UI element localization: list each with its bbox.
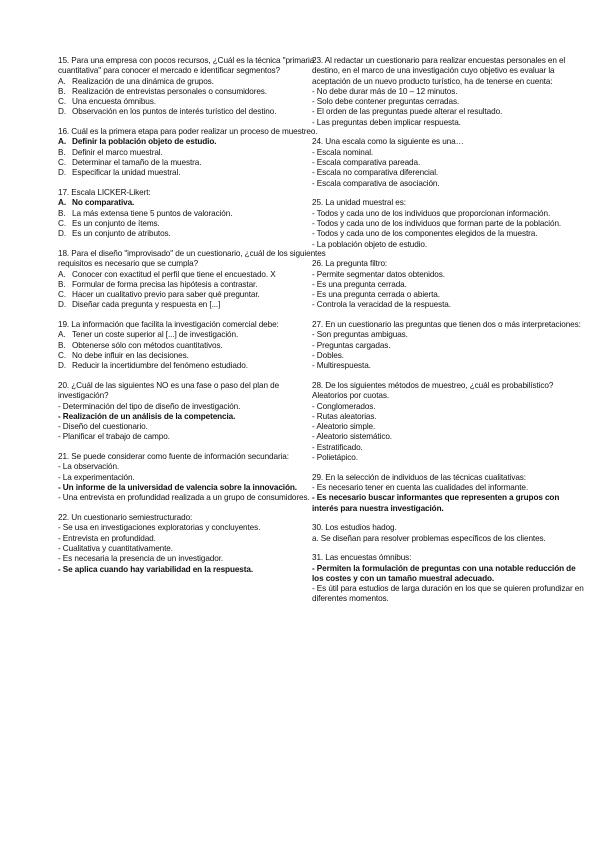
answer-line: - Es necesario buscar informantes que representen a grupos con interés para nuestra investigación. [312, 493, 560, 513]
answer-line: - Todos y cada uno de los componentes elegidos de la muestra. [312, 229, 538, 239]
answer-line: - La experimentación. [58, 472, 135, 482]
option-text: Una encuesta ómnibus. [72, 97, 156, 107]
option-letter: D. [58, 229, 66, 239]
answer-line: Aleatorios por cuotas. [312, 391, 389, 401]
question-block [312, 320, 584, 371]
answer-option [58, 107, 330, 117]
answer-option [58, 361, 330, 371]
option-letter: A. [58, 330, 66, 340]
question-block [58, 127, 330, 178]
option-text: Conocer con exactitud el perfil que tiene el encuestado. X [72, 269, 276, 279]
answer-option [58, 209, 330, 219]
option-letter: D. [58, 168, 66, 178]
question-block [312, 381, 584, 463]
option-text: La más extensa tiene 5 puntos de valoración. [72, 208, 233, 218]
answer-line: - Realización de un análisis de la competencia. [58, 411, 236, 421]
option-text: Definir la población objeto de estudio. [72, 137, 217, 147]
answer-line: - Aleatorio simple. [312, 422, 376, 432]
option-letter: A. [58, 198, 66, 208]
answer-line: - Es necesaria la presencia de un investigador. [58, 554, 224, 564]
answer-line: - Escala no comparativa diferencial. [312, 168, 439, 178]
question-stem: 24. Una escala como la siguiente es una… [312, 137, 464, 147]
option-letter: C. [58, 158, 66, 168]
answer-option [58, 351, 330, 361]
answer-option [58, 168, 330, 178]
answer-line: - Rutas aleatorias. [312, 411, 377, 421]
question-stem: 21. Se puede considerar como fuente de información secundaria: [58, 452, 289, 462]
question-stem: 27. En un cuestionario las preguntas que tienen dos o más interpretaciones: [312, 320, 581, 330]
option-text: Determinar el tamaño de la muestra. [72, 158, 202, 168]
left-column [58, 56, 330, 584]
answer-option [58, 148, 330, 158]
option-letter: A. [58, 76, 66, 86]
question-stem: 23. Al redactar un cuestionario para realizar encuestas personales en el destino, en el marco de una investigación cuyo objetivo es evaluar la aceptación de un nuevo producto turístico, ha de tenerse en cuenta: [312, 56, 566, 86]
question-block [312, 259, 584, 310]
answer-option [58, 229, 330, 239]
question-stem: 31. Las encuestas ómnibus: [312, 553, 412, 563]
option-letter: B. [58, 86, 66, 96]
answer-line: - La población objeto de estudio. [312, 239, 428, 249]
option-text: Es un conjunto de atributos. [72, 229, 171, 239]
question-block [312, 523, 584, 544]
question-block [58, 381, 330, 443]
option-letter: B. [58, 279, 66, 289]
answer-option [58, 341, 330, 351]
answer-line: - Polietápico. [312, 453, 358, 463]
option-text: Formular de forma precisa las hipótesis a contrastar. [72, 279, 258, 289]
question-block [312, 56, 584, 128]
question-block [58, 56, 330, 118]
question-stem: 17. Escala LICKER-Likert: [58, 188, 151, 198]
answer-line: - Se usa en investigaciones exploratorias y concluyentes. [58, 523, 261, 533]
answer-line: - Es una pregunta cerrada. [312, 279, 407, 289]
answer-line: - La observación. [58, 462, 120, 472]
answer-line: - Escala nominal. [312, 147, 374, 157]
option-text: No comparativa. [72, 198, 135, 208]
question-stem: 22. Un cuestionario semiestructurado: [58, 513, 193, 523]
option-text: Definir el marco muestral. [72, 147, 163, 157]
answer-option [58, 300, 330, 310]
option-letter: A. [58, 269, 66, 279]
answer-option [58, 77, 330, 87]
answer-line: - Se aplica cuando hay variabilidad en la respuesta. [58, 564, 254, 574]
question-block [312, 198, 584, 249]
option-text: No debe influir en las decisiones. [72, 350, 189, 360]
question-stem: 18. Para el diseño "improvisado" de un cuestionario, ¿cuál de los siguientes requisitos es necesario que se cumpla? [58, 248, 326, 269]
option-letter: B. [58, 340, 66, 350]
answer-line: - Todos y cada uno de los individuos que forman parte de la población. [312, 218, 562, 228]
answer-line: - Son preguntas ambiguas. [312, 330, 408, 340]
answer-line: - Entrevista en profundidad. [58, 533, 156, 543]
option-letter: A. [58, 137, 66, 147]
question-stem: 16. Cuál es la primera etapa para poder realizar un proceso de muestreo. [58, 127, 318, 137]
answer-line: - Una entrevista en profundidad realizada a un grupo de consumidores. [58, 493, 310, 503]
option-letter: D. [58, 300, 66, 310]
option-text: Diseñar cada pregunta y respuesta en [...] [72, 300, 221, 310]
option-text: Realización de una dinámica de grupos. [72, 76, 214, 86]
answer-option [58, 97, 330, 107]
question-block [58, 513, 330, 575]
answer-line: - Escala comparativa pareada. [312, 158, 421, 168]
answer-line: - Permiten la formulación de preguntas con una notable reducción de los costes y con un tamaño muestral adecuado. [312, 563, 576, 583]
answer-option [58, 280, 330, 290]
answer-line: - Planificar el trabajo de campo. [58, 432, 170, 442]
question-stem: 26. La pregunta filtro: [312, 259, 388, 269]
answer-line: - Un informe de la universidad de valencia sobre la innovación. [58, 483, 297, 493]
option-text: Especificar la unidad muestral. [72, 168, 181, 178]
option-text: Hacer un cualitativo previo para saber qué preguntar. [72, 290, 260, 300]
answer-line: - Controla la veracidad de la respuesta. [312, 300, 451, 310]
option-text: Observación en los puntos de interés turístico del destino. [72, 107, 277, 117]
answer-option [58, 137, 330, 147]
question-block [312, 473, 584, 514]
question-block [58, 188, 330, 239]
option-letter: D. [58, 361, 66, 371]
answer-option [58, 290, 330, 300]
answer-line: - Preguntas cargadas. [312, 340, 391, 350]
question-block [58, 452, 330, 503]
answer-line: - Determinación del tipo de diseño de investigación. [58, 401, 241, 411]
answer-line: - Multirespuesta. [312, 361, 371, 371]
question-stem: 25. La unidad muestral es: [312, 198, 406, 208]
option-letter: B. [58, 208, 66, 218]
option-letter: C. [58, 218, 66, 228]
answer-line: - Solo debe contener preguntas cerradas. [312, 97, 460, 107]
option-letter: C. [58, 350, 66, 360]
answer-line: - Dobles. [312, 350, 344, 360]
question-block [58, 249, 330, 311]
option-text: Obtenerse sólo con métodos cuantitativos. [72, 340, 223, 350]
question-stem: 30. Los estudios hadog. [312, 523, 397, 533]
answer-option [58, 270, 330, 280]
answer-line: - Permite segmentar datos obtenidos. [312, 269, 445, 279]
right-column [312, 56, 584, 614]
option-letter: C. [58, 97, 66, 107]
question-stem: 28. De los siguientes métodos de muestreo, ¿cuál es probabilístico? [312, 380, 554, 390]
answer-line: - Escala comparativa de asociación. [312, 178, 440, 188]
question-block [312, 137, 584, 188]
answer-option [58, 198, 330, 208]
answer-line: - Diseño del cuestionario. [58, 422, 148, 432]
answer-line: - El orden de las preguntas puede alterar el resultado. [312, 107, 503, 117]
answer-line: - Cualitativa y cuantitativamente. [58, 543, 173, 553]
option-text: Realización de entrevistas personales o consumidores. [72, 86, 267, 96]
option-letter: C. [58, 290, 66, 300]
answer-line: - Estratificado. [312, 442, 363, 452]
answer-line: - Conglomerados. [312, 401, 376, 411]
answer-option [58, 87, 330, 97]
option-letter: B. [58, 147, 66, 157]
answer-line: - Todos y cada uno de los individuos que proporcionan información. [312, 208, 551, 218]
question-stem: 19. La información que facilita la investigación comercial debe: [58, 320, 279, 330]
answer-line: - Es una pregunta cerrada o abierta. [312, 290, 440, 300]
option-letter: D. [58, 107, 66, 117]
question-stem: 29. En la selección de individuos de las técnicas cualitativas: [312, 472, 526, 482]
option-text: Tener un coste superior al [...] de investigación. [72, 330, 239, 340]
question-block [312, 553, 584, 604]
question-block [58, 320, 330, 371]
answer-line: - No debe durar más de 10 – 12 minutos. [312, 86, 458, 96]
question-stem: 20. ¿Cuál de las siguientes NO es una fase o paso del plan de investigación? [58, 380, 280, 401]
answer-line: - Las preguntas deben implicar respuesta. [312, 117, 461, 127]
answer-option [58, 219, 330, 229]
question-stem: 15. Para una empresa con pocos recursos, ¿Cuál es la técnica "primaria cuantitativa" para conocer el mercado e identificar segmentos? [58, 56, 315, 76]
answer-option [58, 330, 330, 340]
option-text: Es un conjunto de ítems. [72, 218, 160, 228]
answer-line: - Es necesario tener en cuenta las cualidades del informante. [312, 483, 529, 493]
answer-option [58, 158, 330, 168]
answer-line: a. Se diseñan para resolver problemas específicos de los clientes. [312, 533, 546, 543]
answer-line: - Aleatorio sistemático. [312, 432, 392, 442]
option-text: Reducir la incertidumbre del fenómeno estudiado. [72, 361, 248, 371]
answer-line: - Es útil para estudios de larga duración en los que se quieren profundizar en diferentes momentos. [312, 584, 584, 604]
